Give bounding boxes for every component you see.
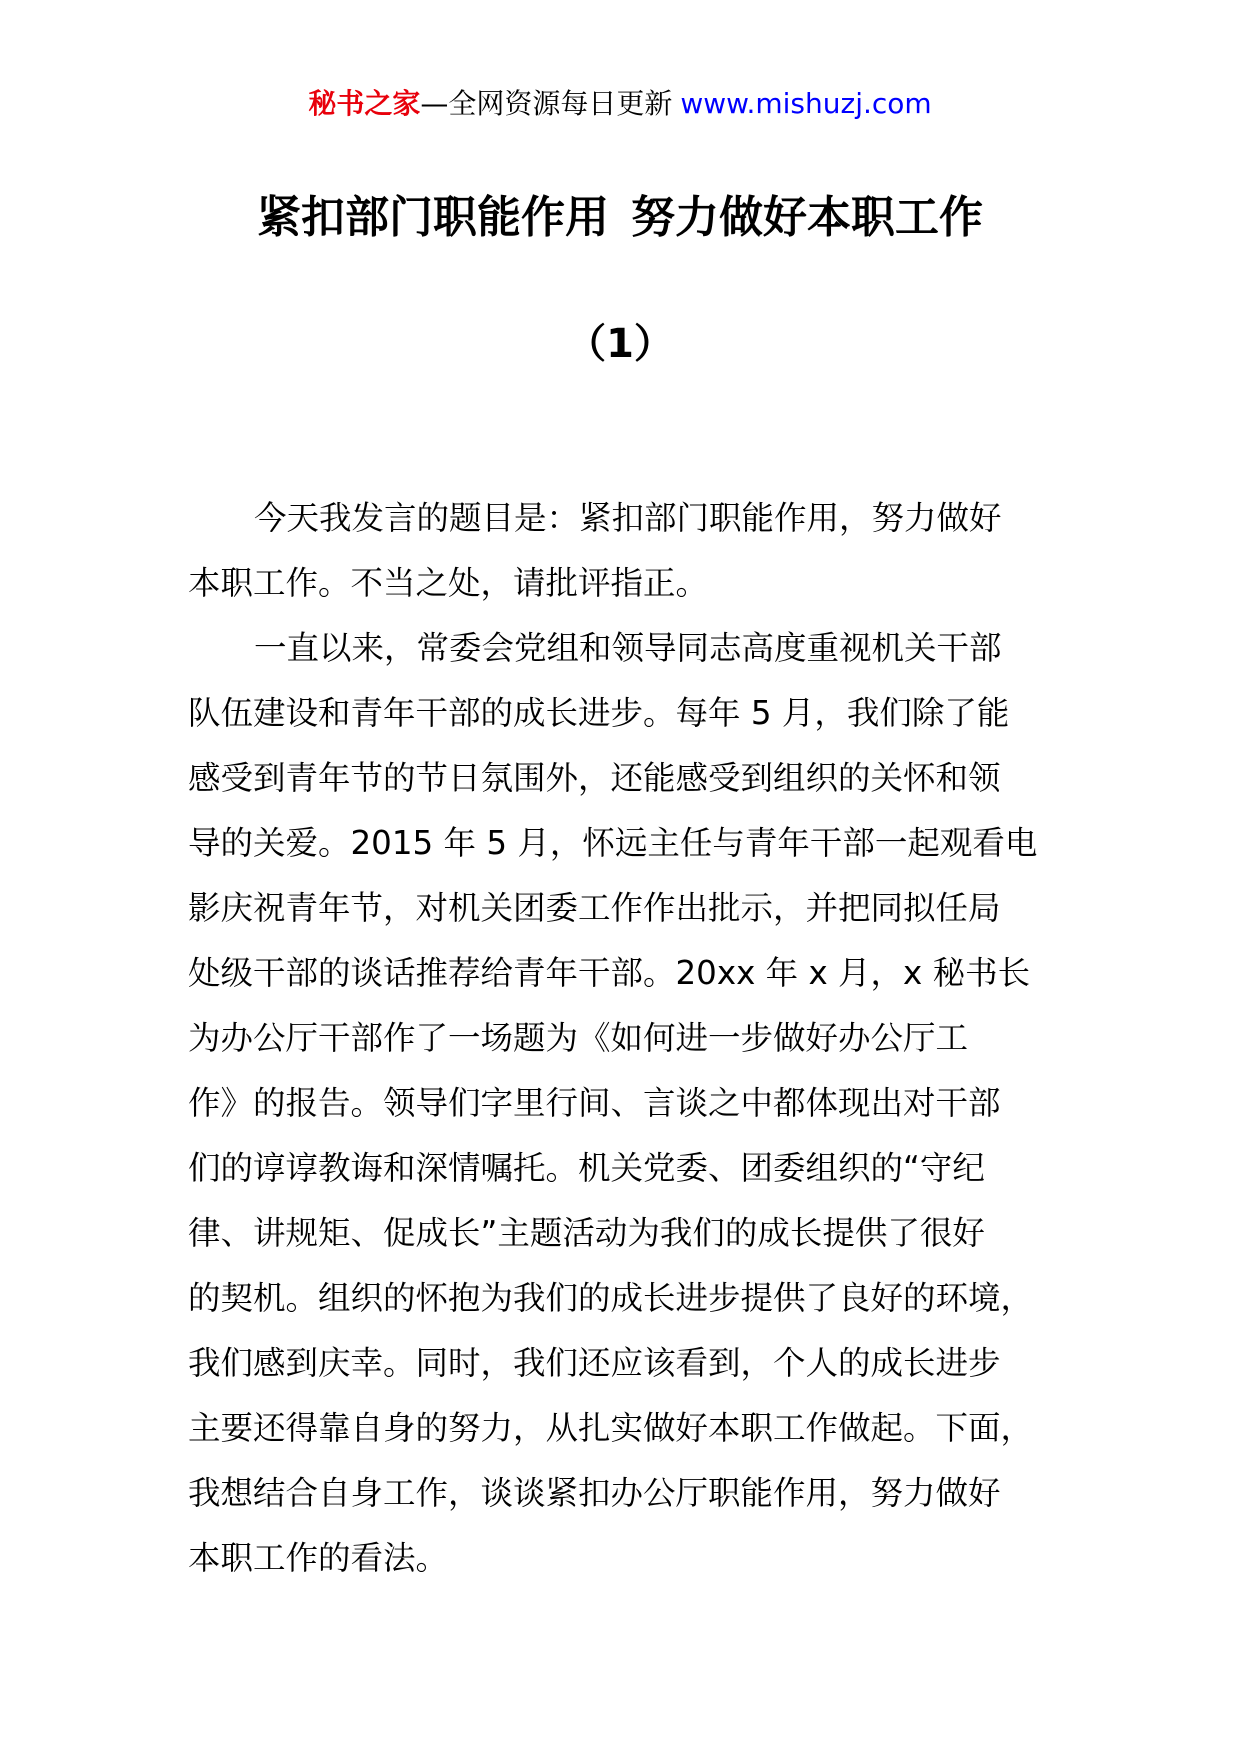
title-part-2: 努力做好本职工作 [631,192,983,243]
document-body [188,486,1068,1591]
body-line: 们的谆谆教诲和深情嘱托。机关党委、团委组织的“守纪 [188,1149,985,1187]
body-line: 本职工作的看法。 [188,1539,449,1577]
body-line: 本职工作。不当之处，请批评指正。 [188,564,709,602]
body-line: 处级干部的谈话推荐给青年干部。20xx 年 x 月，x 秘书长 [188,954,1031,992]
body-line: 作》的报告。领导们字里行间、言谈之中都体现出对干部 [188,1084,1001,1122]
header-url-link[interactable]: www.mishuzj.com [680,87,932,120]
body-line: 今天我发言的题目是：紧扣部门职能作用，努力做好 [254,499,1002,537]
site-header [0,84,1240,124]
title-part-1: 紧扣部门职能作用 [257,192,609,243]
body-line: 一直以来，常委会党组和领导同志高度重视机关干部 [254,629,1002,667]
body-line: 为办公厅干部作了一场题为《如何进一步做好办公厅工 [188,1019,969,1057]
body-line: 我们感到庆幸。同时，我们还应该看到，个人的成长进步 [188,1344,1001,1382]
body-line: 队伍建设和青年干部的成长进步。每年 5 月，我们除了能 [188,694,1010,732]
document-subtitle: （1） [566,321,674,367]
body-line: 影庆祝青年节，对机关团委工作作出批示，并把同拟任局 [188,889,1001,927]
body-line: 的契机。组织的怀抱为我们的成长进步提供了良好的环境， [188,1279,1034,1317]
body-line: 我想结合自身工作，谈谈紧扣办公厅职能作用，努力做好 [188,1474,1001,1512]
body-line: 主要还得靠自身的努力，从扎实做好本职工作做起。下面， [188,1409,1034,1447]
body-line: 律、讲规矩、促成长”主题活动为我们的成长提供了很好 [188,1214,985,1252]
header-brand: 秘书之家 [308,87,421,120]
body-line: 感受到青年节的节日氛围外，还能感受到组织的关怀和领 [188,759,1001,797]
header-slogan: —全网资源每日更新 [420,87,673,120]
document-title [0,188,1240,248]
body-line: 导的关爱。2015 年 5 月，怀远主任与青年干部一起观看电 [188,824,1038,862]
